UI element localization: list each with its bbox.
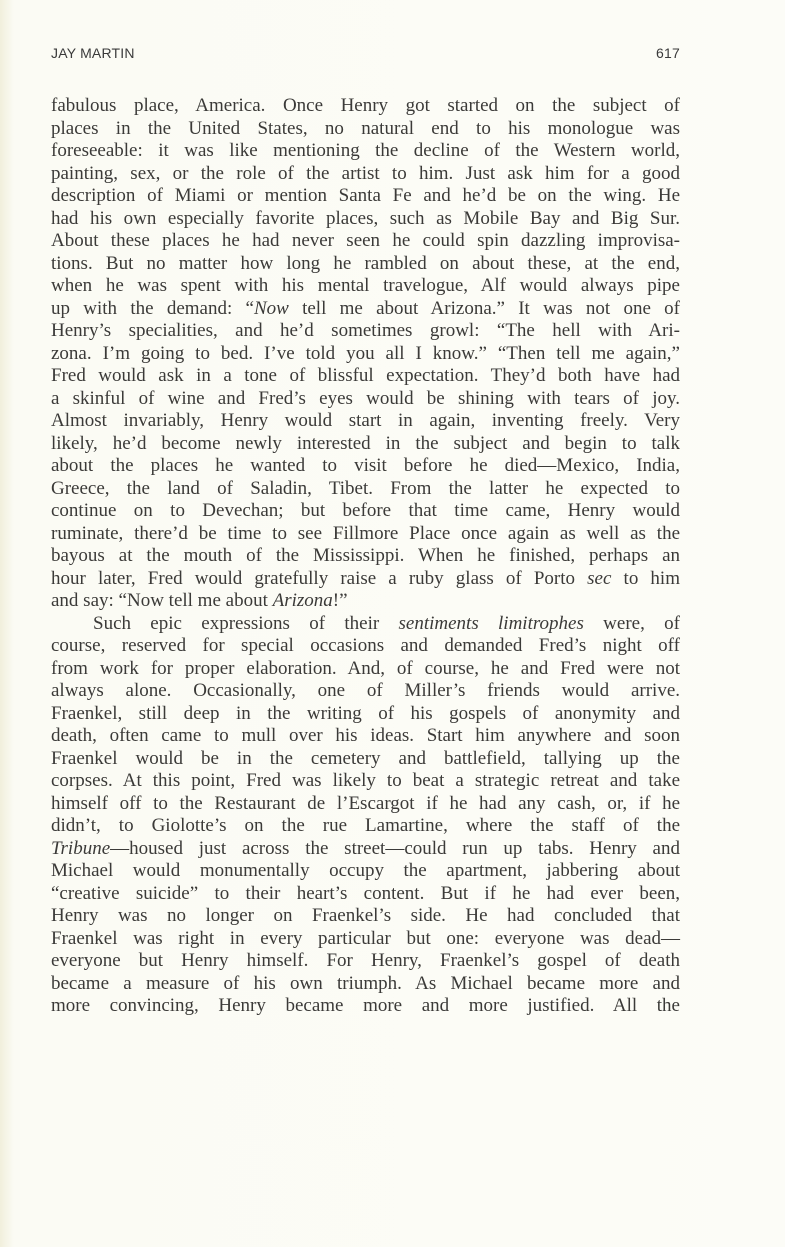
text-line: [51, 658, 680, 681]
text-segment: Fraenkel would be in the cemetery and battlefield, tallying up the: [51, 747, 680, 769]
text-line: [51, 365, 680, 388]
text-line: [51, 523, 680, 546]
text-line: [51, 680, 680, 703]
text-segment: —housed just across the street—could run up tabs. Henry and: [110, 837, 680, 859]
text-segment: were, of: [583, 612, 680, 634]
text-segment: “creative suicide” to their heart’s content. But if he had ever been,: [51, 882, 680, 904]
text-line: [51, 253, 680, 276]
text-segment: zona. I’m going to bed. I’ve told you all I know.” “Then tell me again,”: [51, 342, 680, 364]
text-segment: !”: [332, 590, 348, 611]
text-segment: foreseeable: it was like mentioning the decline of the Western world,: [51, 140, 680, 161]
text-segment: hour later, Fred would gratefully raise a ruby glass of Porto: [51, 567, 588, 589]
text-segment: bayous at the mouth of the Mississippi. When he finished, perhaps an: [51, 545, 680, 566]
text-line: [51, 230, 680, 253]
text-line: [51, 770, 680, 793]
text-line: [51, 433, 680, 456]
text-line: [51, 185, 680, 208]
text-line: [51, 590, 680, 613]
text-line: [51, 725, 680, 748]
text-segment: description of Miami or mention Santa Fe and he’d be on the wing. He: [51, 185, 680, 206]
text-line: [51, 703, 680, 726]
text-line: [51, 568, 680, 591]
text-line: [51, 950, 680, 973]
text-line: [51, 320, 680, 343]
text-line: [51, 298, 680, 321]
text-segment: About these places he had never seen he could spin dazzling improvisa-: [51, 230, 680, 251]
text-segment: tell me about Arizona.” It was not one of: [288, 297, 680, 319]
text-line: [51, 905, 680, 928]
text-line: [51, 388, 680, 411]
text-line: [51, 140, 680, 163]
text-segment: didn’t, to Giolotte’s on the rue Lamartine, where the staff of the: [51, 815, 680, 836]
text-segment: a skinful of wine and Fred’s eyes would be shining with tears of joy.: [51, 387, 680, 409]
text-line: [51, 793, 680, 816]
text-segment: places in the United States, no natural end to his monologue was: [51, 117, 680, 139]
text-segment: up with the demand: “: [51, 297, 254, 319]
text-segment: Greece, the land of Saladin, Tibet. From the latter he expected to: [51, 477, 680, 499]
body-text: [51, 95, 680, 1018]
text-segment: and say: “Now tell me about: [51, 590, 273, 611]
text-segment: became a measure of his own triumph. As Michael became more and: [51, 972, 680, 994]
text-segment: continue on to Devechan; but before that time came, Henry would: [51, 500, 680, 521]
text-segment: himself off to the Restaurant de l’Escargot if he had any cash, or, if he: [51, 792, 680, 814]
text-line: [51, 208, 680, 231]
text-segment: had his own especially favorite places, such as Mobile Bay and Big Sur.: [51, 207, 680, 229]
text-line: [51, 748, 680, 771]
text-line: [51, 860, 680, 883]
text-line: [51, 455, 680, 478]
text-segment: tions. But no matter how long he rambled on about these, at the end,: [51, 252, 680, 274]
text-line: [51, 995, 680, 1018]
text-line: [51, 928, 680, 951]
text-line: [51, 95, 680, 118]
text-line: [51, 973, 680, 996]
text-segment: Almost invariably, Henry would start in again, inventing freely. Very: [51, 410, 680, 431]
text-segment: when he was spent with his mental travelogue, Alf would always pipe: [51, 275, 680, 296]
text-line: [51, 500, 680, 523]
text-segment: Fraenkel, still deep in the writing of his gospels of anonymity and: [51, 702, 680, 724]
text-segment: Michael would monumentally occupy the apartment, jabbering about: [51, 860, 680, 881]
text-segment: to him: [611, 567, 680, 589]
text-line: [51, 343, 680, 366]
text-line: [51, 815, 680, 838]
text-line: [51, 545, 680, 568]
text-segment: Henry was no longer on Fraenkel’s side. He had concluded that: [51, 905, 680, 926]
text-line: [51, 478, 680, 501]
italic-text: sentiments limitrophes: [398, 612, 584, 634]
text-segment: Fraenkel was right in every particular but one: everyone was dead—: [51, 927, 680, 949]
italic-text: sec: [587, 567, 612, 589]
text-segment: Such epic expressions of their: [93, 612, 399, 634]
text-segment: death, often came to mull over his ideas. Start him anywhere and soon: [51, 725, 680, 746]
running-head: [51, 45, 680, 61]
text-line: [51, 613, 680, 636]
text-line: [51, 163, 680, 186]
text-segment: Fred would ask in a tone of blissful expectation. They’d both have had: [51, 365, 680, 386]
text-segment: always alone. Occasionally, one of Miller’s friends would arrive.: [51, 680, 680, 701]
text-segment: Henry’s specialities, and he’d sometimes growl: “The hell with Ari-: [51, 320, 680, 341]
text-segment: painting, sex, or the role of the artist to him. Just ask him for a good: [51, 162, 680, 184]
text-line: [51, 275, 680, 298]
text-segment: corpses. At this point, Fred was likely to beat a strategic retreat and take: [51, 770, 680, 791]
text-line: [51, 635, 680, 658]
text-line: [51, 410, 680, 433]
text-segment: fabulous place, America. Once Henry got started on the subject of: [51, 95, 680, 116]
page-number: 617: [656, 45, 680, 61]
italic-text: Arizona: [272, 590, 333, 611]
running-head-author: JAY MARTIN: [51, 45, 135, 61]
text-line: [51, 838, 680, 861]
text-segment: ruminate, there’d be time to see Fillmore Place once again as well as the: [51, 522, 680, 544]
text-segment: from work for proper elaboration. And, of course, he and Fred were not: [51, 657, 680, 679]
text-segment: everyone but Henry himself. For Henry, Fraenkel’s gospel of death: [51, 950, 680, 971]
text-segment: more convincing, Henry became more and more justified. All the: [51, 995, 680, 1016]
text-segment: course, reserved for special occasions and demanded Fred’s night off: [51, 635, 680, 656]
italic-text: Now: [253, 297, 289, 319]
italic-text: Tribune: [51, 837, 111, 859]
text-line: [51, 883, 680, 906]
text-segment: likely, he’d become newly interested in the subject and begin to talk: [51, 432, 680, 454]
text-segment: about the places he wanted to visit before he died—Mexico, India,: [51, 455, 680, 476]
text-line: [51, 118, 680, 141]
